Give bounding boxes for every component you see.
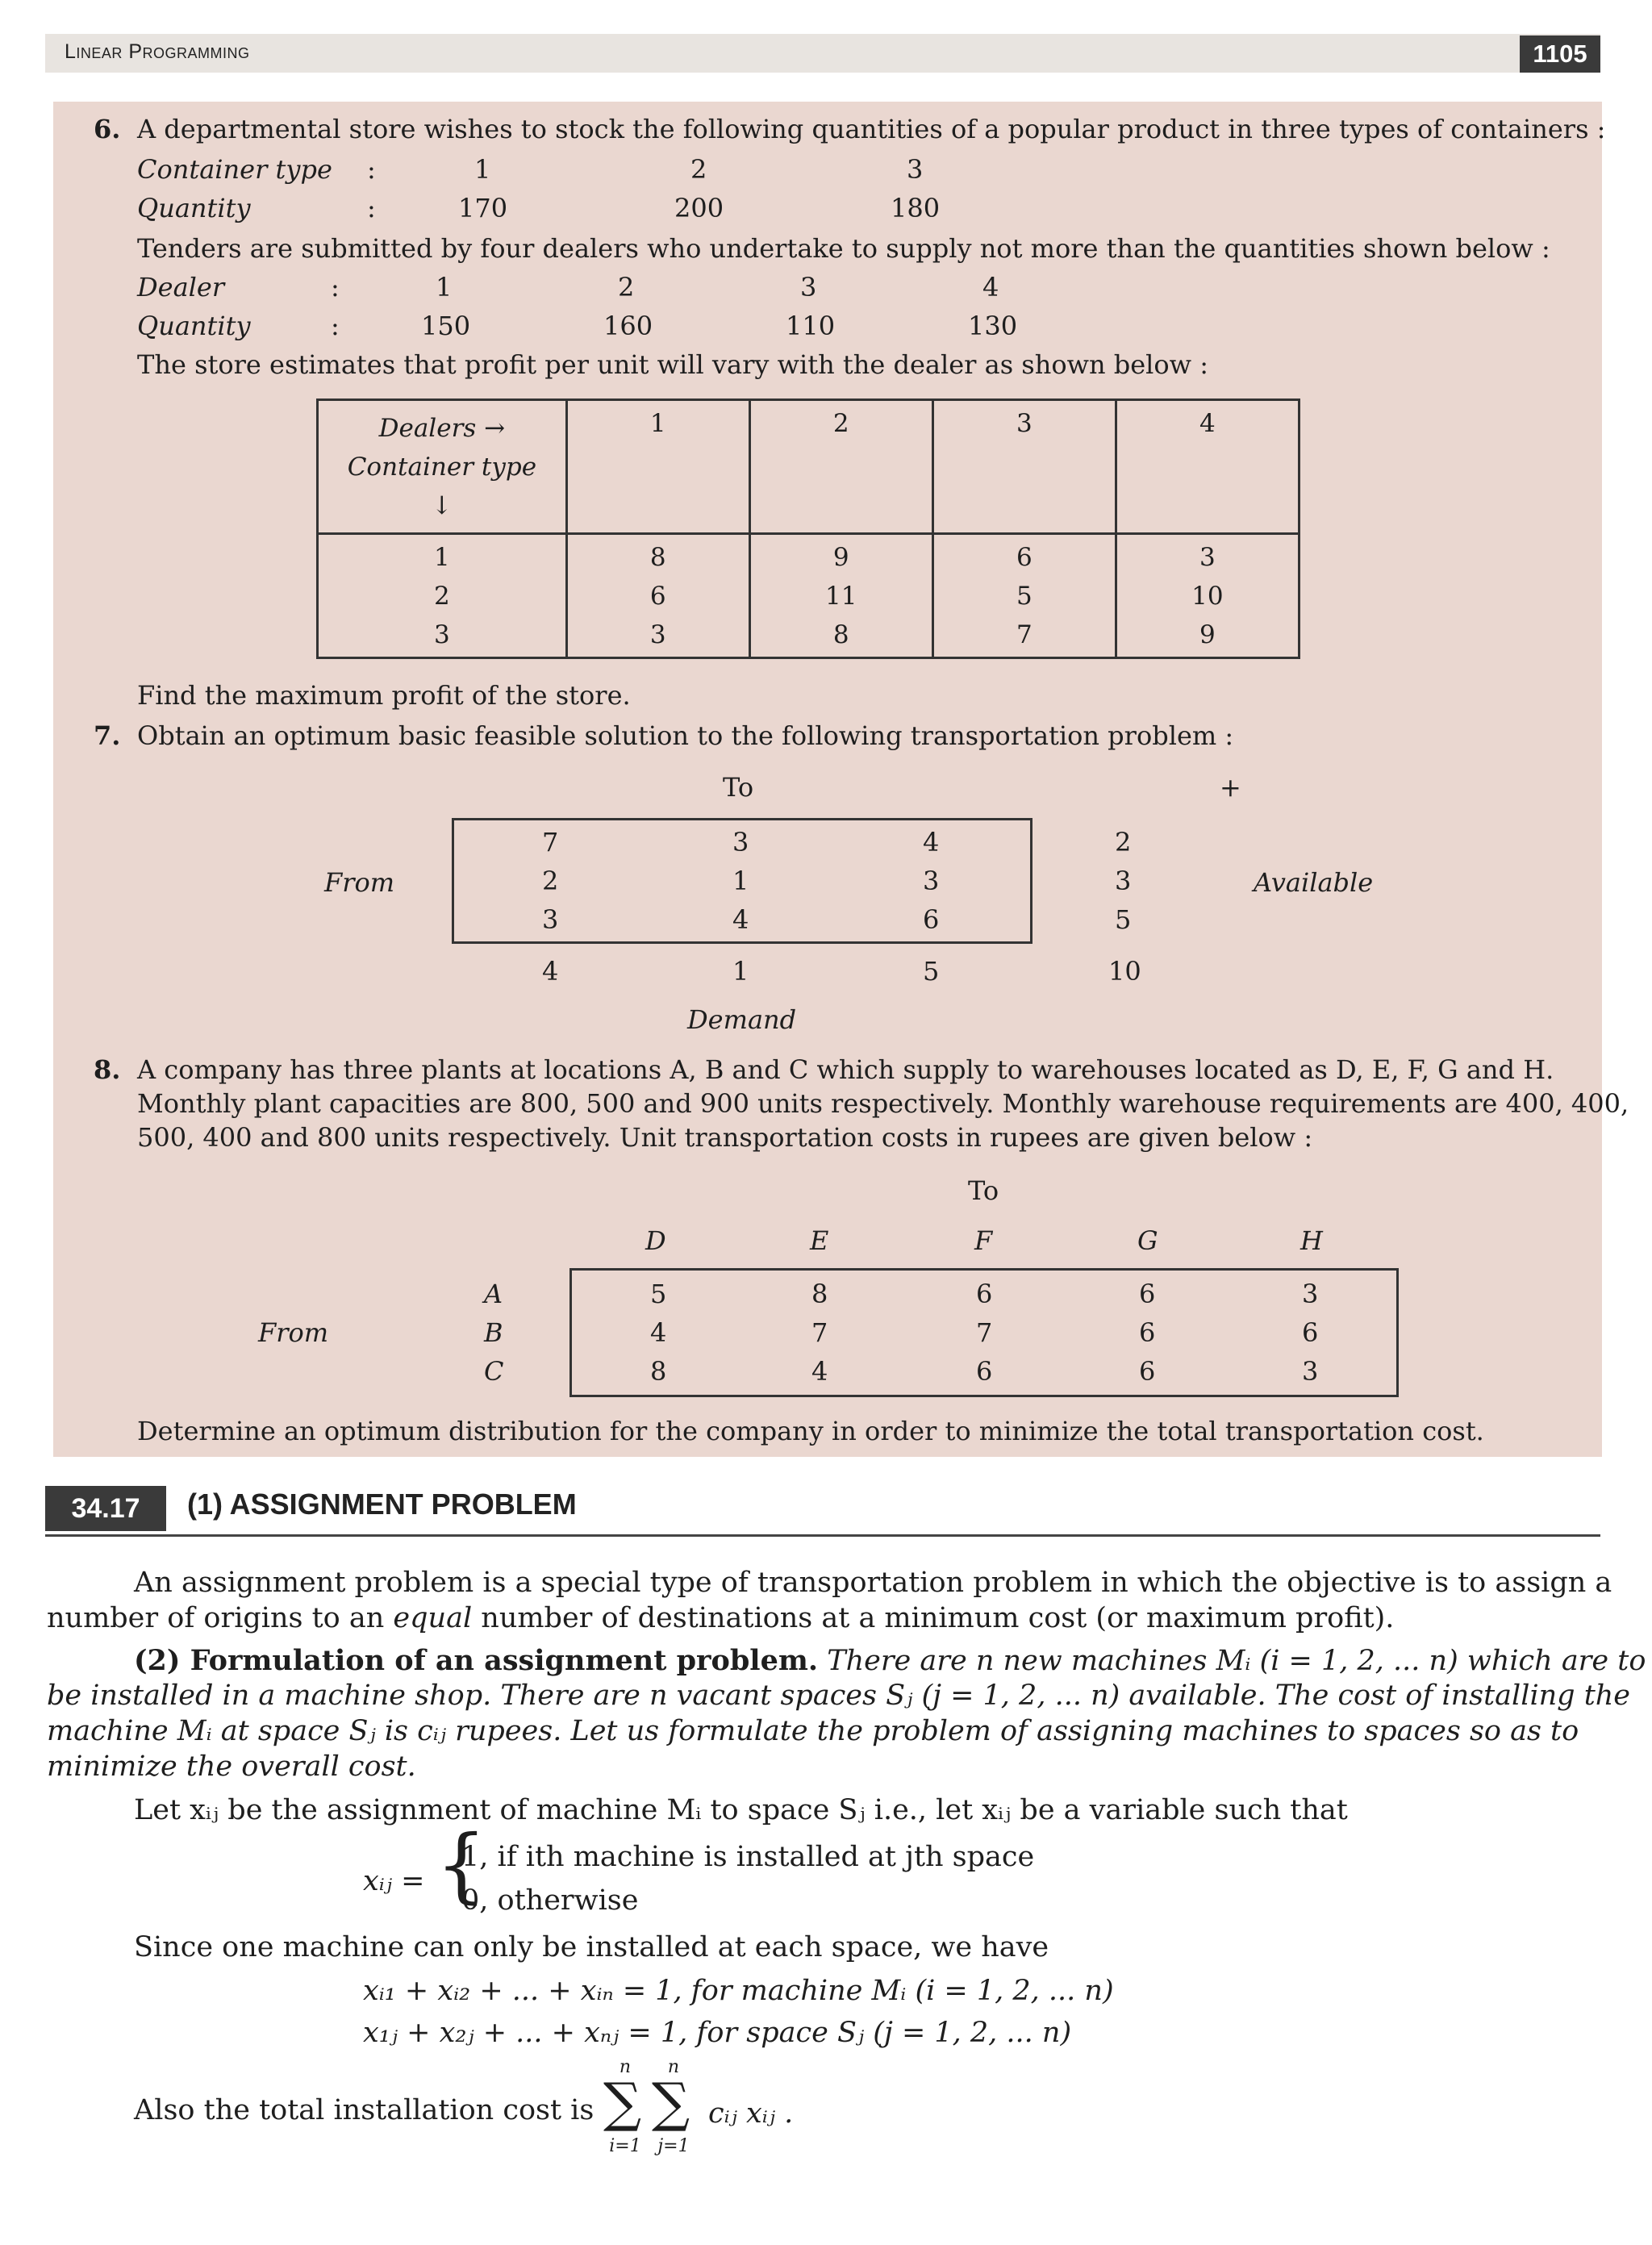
- q6-profit-cell: 9: [1199, 620, 1216, 649]
- q6-dealer-quantity: 150: [421, 311, 471, 341]
- q6-dealer-quantity: 160: [603, 311, 653, 341]
- running-header-bar: [45, 34, 1600, 73]
- q6-profit-cell: 8: [649, 542, 666, 572]
- q8-cost-cell: 6: [1139, 1317, 1156, 1348]
- q7-cost-cell: 2: [542, 866, 559, 896]
- q6-colon: :: [367, 154, 376, 185]
- case-zero: 0, otherwise: [461, 1884, 639, 1917]
- q8-col-header: F: [974, 1225, 993, 1256]
- sigma-i-icon: ∑: [603, 2072, 642, 2134]
- q6-dealer-col: 3: [932, 400, 1116, 534]
- q7-to-label: To: [723, 772, 754, 803]
- sum-i-upper: n: [619, 2057, 632, 2077]
- q8-cost-cell: 6: [1139, 1279, 1156, 1309]
- p2-line4: minimize the overall cost.: [47, 1751, 416, 1783]
- section-title: (1) ASSIGNMENT PROBLEM: [187, 1488, 577, 1521]
- q6-table-header-row: [318, 400, 1299, 534]
- q7-available-cell: 5: [1115, 904, 1132, 935]
- constraint-space: x₁ⱼ + x₂ⱼ + ... + xₙⱼ = 1, for space Sⱼ (j = 1, 2, ... n): [363, 2017, 1072, 2049]
- sum-term: cᵢⱼ xᵢⱼ .: [708, 2097, 794, 2130]
- q8-line2: Monthly plant capacities are 800, 500 and 900 units respectively. Monthly warehouse requirements are 400, 400,: [137, 1088, 1629, 1119]
- q6-container-types-cell: [318, 534, 567, 658]
- q6-table-body-row: [318, 534, 1299, 658]
- q6-profit-cell: 3: [649, 620, 666, 649]
- q6-dealer-quantity-label: Quantity: [137, 311, 251, 341]
- q8-cost-cell: 4: [811, 1356, 828, 1387]
- q6-dealer: 4: [982, 272, 999, 303]
- q6-colon: :: [367, 193, 376, 223]
- q6-container-quantity: 180: [891, 193, 941, 223]
- section-number-badge: 34.17: [45, 1486, 166, 1531]
- sum-i-lower: i=1: [609, 2136, 641, 2156]
- q6-profit-cell: 11: [825, 581, 857, 611]
- q8-row-label: C: [484, 1356, 504, 1387]
- q8-cost-cell: 4: [650, 1317, 667, 1348]
- q7-available-cell: 3: [1115, 866, 1132, 896]
- q8-from-label: From: [258, 1317, 329, 1348]
- p1-line2-b: number of destinations at a minimum cost (or maximum profit).: [472, 1602, 1395, 1634]
- q7-demand-cell: 5: [923, 956, 940, 987]
- constraint-machine: xᵢ₁ + xᵢ₂ + ... + xᵢₙ = 1, for machine Mᵢ (i = 1, 2, ... n): [363, 1975, 1114, 2007]
- q6-colon: :: [331, 272, 340, 303]
- q6-dealer3-profits: [932, 534, 1116, 658]
- q6-dealer-label: Dealer: [137, 272, 225, 303]
- q6-profit-cell: 9: [832, 542, 849, 572]
- p2-line1: [134, 1642, 1646, 1680]
- q6-container-type: 1: [474, 154, 491, 185]
- q7-cost-cell: 6: [923, 904, 940, 935]
- sum-j-lower: j=1: [657, 2136, 690, 2156]
- q8-cost-cell: 3: [1302, 1356, 1319, 1387]
- q8-cost-cell: 8: [811, 1279, 828, 1309]
- p1-line2-em: equal: [393, 1602, 473, 1634]
- q6-container-quantity: 170: [458, 193, 508, 223]
- q6-profit-text: The store estimates that profit per unit will vary with the dealer as shown below :: [137, 349, 1209, 380]
- q8-number: 8.: [94, 1054, 121, 1085]
- q8-cost-cell: 3: [1302, 1279, 1319, 1309]
- q6-tender-text: Tenders are submitted by four dealers who undertake to supply not more than the quantities shown below :: [137, 233, 1550, 264]
- p2-line1-text: There are n new machines Mᵢ (i = 1, 2, ... n) which are to: [818, 1645, 1646, 1677]
- q6-profit-cell: 8: [832, 620, 849, 649]
- q7-available-label: Available: [1254, 867, 1374, 898]
- case-one: 1, if ith machine is installed at jth space: [461, 1841, 1035, 1873]
- q7-cost-cell: 7: [542, 827, 559, 858]
- q8-cost-cell: 7: [811, 1317, 828, 1348]
- q6-profit-cell: 3: [1199, 542, 1216, 572]
- q8-to-label: To: [968, 1175, 999, 1206]
- running-header-title: Linear Programming: [65, 40, 250, 63]
- q6-profit-cell: 7: [1016, 620, 1032, 649]
- q8-cost-cell: 6: [1139, 1356, 1156, 1387]
- p1-line1: An assignment problem is a special type of transportation problem in which the objective is to assign a: [134, 1567, 1612, 1599]
- q6-colon: :: [331, 311, 340, 341]
- q6-container-type: 2: [690, 154, 707, 185]
- q6-type: 3: [434, 620, 450, 649]
- q7-cost-cell: 4: [923, 827, 940, 858]
- q8-row-label: A: [484, 1279, 503, 1309]
- q8-cost-cell: 6: [976, 1279, 993, 1309]
- q8-line1: A company has three plants at locations A, B and C which supply to warehouses located as D, E, F, G and H.: [137, 1054, 1554, 1085]
- q6-table-corner: [318, 400, 567, 534]
- section-divider: [45, 1534, 1600, 1537]
- total-cost-text: Also the total installation cost is: [134, 2094, 594, 2126]
- q7-from-label: From: [324, 867, 395, 898]
- q8-determine-text: Determine an optimum distribution for the company in order to minimize the total transportation cost.: [137, 1416, 1484, 1446]
- q6-profit-table: [316, 399, 1300, 659]
- q6-dealer: 2: [618, 272, 635, 303]
- q7-cost-cell: 4: [732, 904, 749, 935]
- q6-type: 1: [434, 542, 450, 572]
- sigma-j-icon: ∑: [652, 2072, 690, 2134]
- left-brace-icon: {: [436, 1817, 487, 1912]
- q7-cost-cell: 3: [923, 866, 940, 896]
- q7-demand-label: Demand: [687, 1004, 797, 1035]
- q6-dealer-col: 4: [1199, 409, 1216, 438]
- q8-col-header: H: [1300, 1225, 1323, 1256]
- q8-col-header: D: [645, 1225, 666, 1256]
- q6-profit-cell: 5: [1016, 581, 1032, 611]
- q7-cost-cell: 3: [542, 904, 559, 935]
- q6-number: 6.: [94, 114, 121, 144]
- q7-demand-cell: 10: [1108, 956, 1141, 987]
- p2-line2: be installed in a machine shop. There are n vacant spaces Sⱼ (j = 1, 2, ... n) available. The cost of installing the: [47, 1680, 1631, 1712]
- page-number: 1105: [1520, 35, 1600, 73]
- let-line: Let xᵢⱼ be the assignment of machine Mᵢ to space Sⱼ i.e., let xᵢⱼ be a variable such that: [134, 1794, 1348, 1826]
- q7-demand-cell: 1: [732, 956, 749, 987]
- q6-find-text: Find the maximum profit of the store.: [137, 680, 631, 711]
- q6-profit-cell: 6: [1016, 542, 1032, 572]
- q7-text: Obtain an optimum basic feasible solution to the following transportation problem :: [137, 720, 1234, 751]
- plus-mark-icon: +: [1220, 772, 1241, 803]
- q8-col-header: E: [810, 1225, 829, 1256]
- q6-header-dealers: Dealers →: [378, 414, 506, 443]
- q6-dealer1-profits: [566, 534, 749, 658]
- q6-dealer-quantity: 110: [786, 311, 836, 341]
- q6-intro: A departmental store wishes to stock the following quantities of a popular product in three types of containers :: [137, 114, 1606, 144]
- q6-dealer4-profits: [1116, 534, 1299, 658]
- q6-dealer-col: 2: [749, 400, 932, 534]
- q8-col-header: G: [1137, 1225, 1158, 1256]
- x-lhs: xᵢⱼ =: [363, 1865, 425, 1897]
- q8-cost-cell: 8: [650, 1356, 667, 1387]
- q6-dealer-col: 1: [566, 400, 749, 534]
- q7-cost-cell: 3: [732, 827, 749, 858]
- p1-line2: [47, 1600, 1394, 1637]
- q6-dealer-quantity: 130: [968, 311, 1018, 341]
- q8-cost-cell: 7: [976, 1317, 993, 1348]
- p1-line2-a: number of origins to an: [47, 1602, 394, 1634]
- q6-profit-cell: 10: [1191, 581, 1224, 611]
- p2-bold-heading: (2) Formulation of an assignment problem.: [134, 1644, 819, 1677]
- q8-cost-cell: 6: [1302, 1317, 1319, 1348]
- q6-dealer: 1: [436, 272, 453, 303]
- q6-container-quantity: 200: [674, 193, 724, 223]
- q6-container-type: 3: [907, 154, 924, 185]
- q8-line3: 500, 400 and 800 units respectively. Unit transportation costs in rupees are given below :: [137, 1122, 1313, 1153]
- q8-cost-cell: 6: [976, 1356, 993, 1387]
- q6-dealer2-profits: [749, 534, 932, 658]
- q6-type: 2: [434, 581, 450, 611]
- q7-available-cell: 2: [1115, 827, 1132, 858]
- q8-cost-cell: 5: [650, 1279, 667, 1309]
- q7-number: 7.: [94, 720, 121, 751]
- since-line: Since one machine can only be installed at each space, we have: [134, 1931, 1049, 1963]
- down-arrow-icon: ↓: [431, 491, 453, 520]
- q7-demand-cell: 4: [542, 956, 559, 987]
- q6-profit-cell: 6: [649, 581, 666, 611]
- p2-line3: machine Mᵢ at space Sⱼ is cᵢⱼ rupees. Let us formulate the problem of assigning machines to spaces so as to: [47, 1715, 1579, 1747]
- q6-header-container: Container type: [347, 453, 537, 482]
- sum-j-upper: n: [667, 2057, 680, 2077]
- q8-row-label: B: [484, 1317, 503, 1348]
- q6-quantity-label: Quantity: [137, 193, 251, 223]
- q7-cost-cell: 1: [732, 866, 749, 896]
- q6-container-label: Container type: [137, 154, 332, 185]
- q6-dealer: 3: [800, 272, 817, 303]
